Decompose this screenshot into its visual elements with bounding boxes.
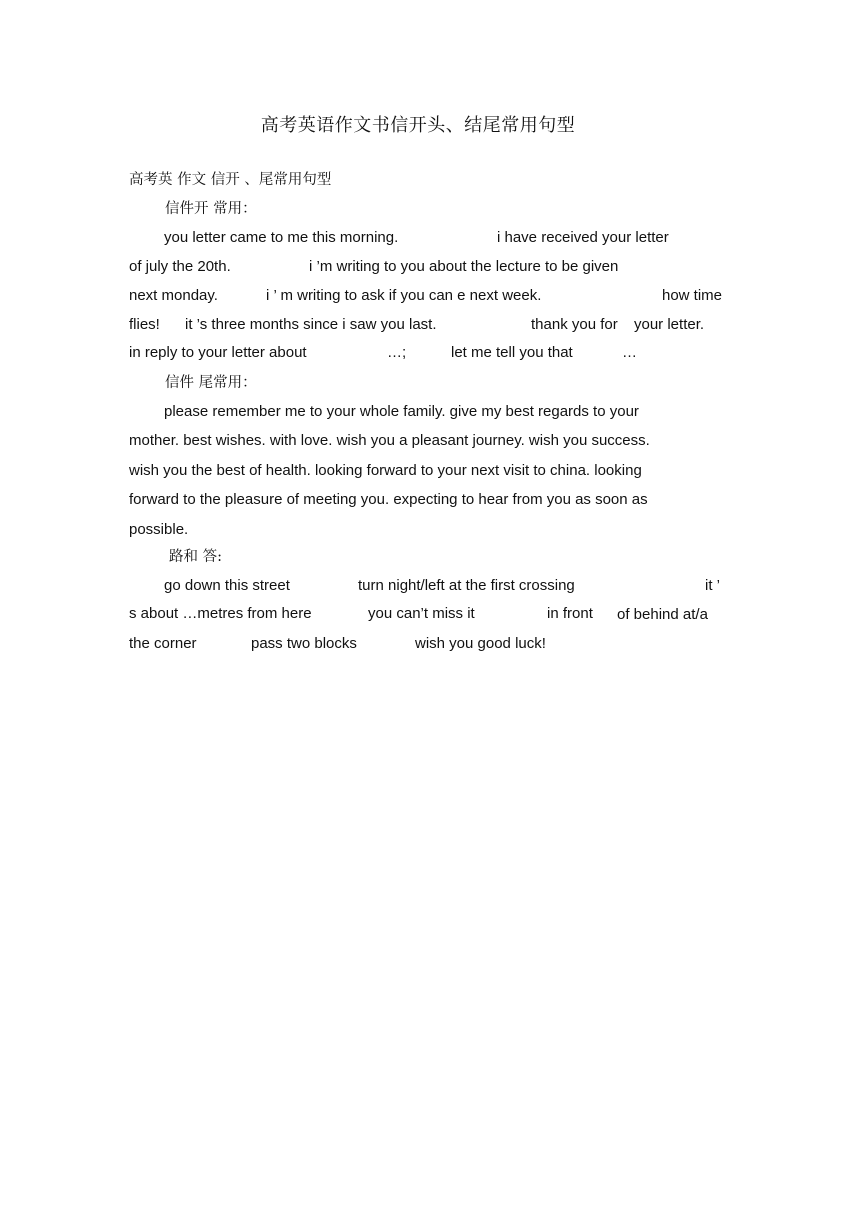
- directions-phrase: turn night/left at the first crossing: [358, 577, 575, 594]
- directions-phrase: in front: [547, 605, 593, 622]
- closing-line: wish you the best of health. looking forward to your next visit to china. looking: [129, 462, 642, 479]
- directions-phrase: it ’: [705, 577, 720, 594]
- directions-phrase: s about …metres from here: [129, 605, 312, 622]
- opening-phrase: of july the 20th.: [129, 258, 231, 275]
- closing-line: mother. best wishes. with love. wish you a pleasant journey. wish you success.: [129, 432, 650, 449]
- directions-phrase: you can’t miss it: [368, 605, 475, 622]
- directions-phrase: pass two blocks: [251, 635, 357, 652]
- opening-phrase: flies!: [129, 316, 160, 333]
- opening-heading: 信件开 常用：: [165, 201, 257, 217]
- directions-phrase: go down this street: [164, 577, 290, 594]
- directions-phrase: of behind at/a: [617, 606, 708, 623]
- document-subtitle: 高考英 作文 信开 、尾常用句型: [129, 172, 332, 188]
- opening-phrase: let me tell you that: [451, 344, 573, 361]
- opening-phrase: how time: [662, 287, 723, 304]
- opening-phrase: i ’m writing to you about the lecture to be given: [309, 258, 619, 275]
- closing-line: please remember me to your whole family. give my best regards to your: [164, 403, 639, 420]
- opening-phrase: next monday.: [129, 287, 218, 304]
- directions-heading: 路和 答:: [169, 549, 222, 565]
- closing-heading: 信件 尾常用：: [165, 375, 257, 391]
- opening-phrase: i have received your letter: [497, 229, 669, 246]
- opening-phrase: your letter.: [634, 316, 705, 333]
- document-title: 高考英语作文书信开头、结尾常用句型: [260, 115, 576, 136]
- opening-phrase: it ’s three months since i saw you last.: [185, 316, 437, 333]
- opening-phrase: …;: [387, 344, 407, 361]
- opening-phrase: …: [622, 344, 637, 361]
- opening-phrase: in reply to your letter about: [129, 344, 307, 361]
- closing-line: possible.: [129, 521, 189, 538]
- opening-phrase: thank you for: [531, 316, 618, 333]
- closing-line: forward to the pleasure of meeting you. expecting to hear from you as soon as: [129, 491, 648, 508]
- opening-phrase: i ’ m writing to ask if you can e next week.: [266, 287, 542, 304]
- opening-phrase: you letter came to me this morning.: [164, 229, 399, 246]
- directions-phrase: wish you good luck!: [415, 635, 546, 652]
- directions-phrase: the corner: [129, 635, 197, 652]
